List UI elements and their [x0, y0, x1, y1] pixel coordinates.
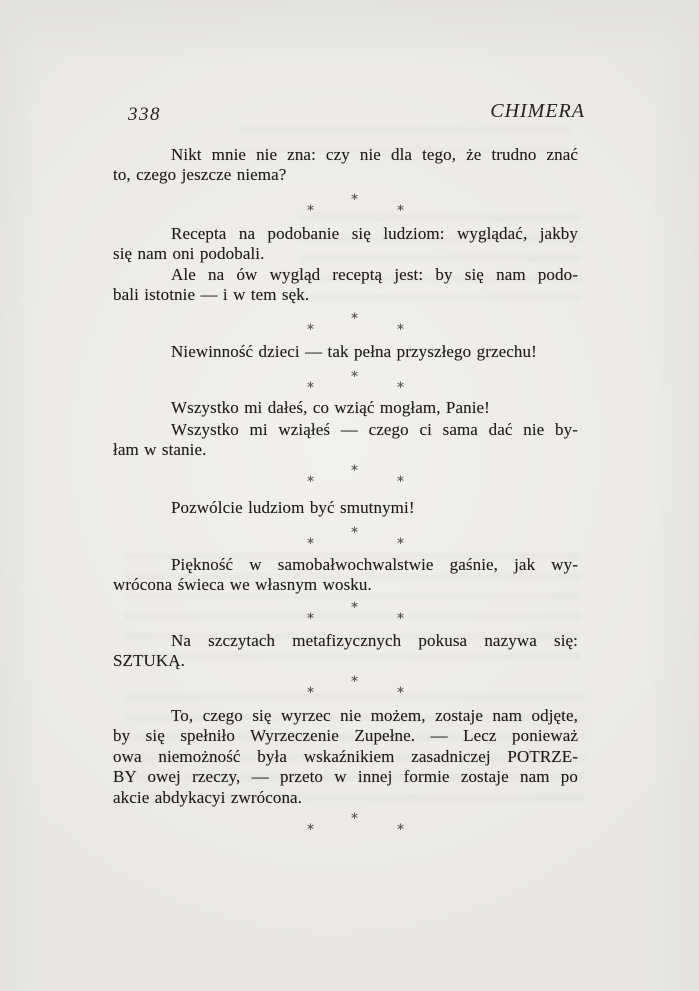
asterisk-icon: * [307, 536, 314, 552]
asterisk-icon: * [351, 192, 358, 208]
aphorism-paragraph [113, 498, 578, 518]
text-line: Nikt mnie nie zna: czy nie dla tego, że trudno znać [171, 145, 578, 164]
asterisk-icon: * [307, 611, 314, 627]
asterisk-icon: * [351, 674, 358, 690]
aphorism-paragraph [113, 555, 578, 596]
asterisk-icon: * [397, 685, 404, 701]
asterisk-icon: * [397, 822, 404, 838]
asterisk-icon: * [307, 474, 314, 490]
asterisk-icon: * [397, 474, 404, 490]
asterisk-icon: * [351, 600, 358, 616]
asterisk-icon: * [307, 322, 314, 338]
asterisk-icon: * [307, 380, 314, 396]
text-line: Wszystko mi dałeś, co wziąć mogłam, Panie! [171, 398, 490, 417]
aphorism-paragraph [113, 224, 578, 265]
asterisk-divider [306, 527, 410, 553]
text-line: łam w stanie. [113, 440, 207, 460]
text-line: Pozwólcie ludziom być smutnymi! [171, 498, 415, 517]
text-line: owa niemożność była wskaźnikiem zasadniczej POTRZE- [113, 746, 578, 766]
asterisk-icon: * [397, 611, 404, 627]
text-line: Niewinność dzieci — tak pełna przyszłego grzechu! [171, 342, 537, 361]
text-line: BY owej rzeczy, — przeto w innej formie zostaje nam po [113, 767, 578, 787]
running-title: CHIMERA [490, 100, 585, 122]
asterisk-icon: * [397, 536, 404, 552]
asterisk-icon: * [351, 811, 358, 827]
text-line: Na szczytach metafizycznych pokusa nazywa się: [171, 631, 578, 650]
text-line: Piękność w samobałwochwalstwie gaśnie, jak wy- [171, 555, 578, 574]
text-line: SZTUKĄ. [113, 651, 186, 671]
aphorism-paragraph [113, 265, 578, 306]
aphorism-paragraph [113, 342, 578, 362]
text-line: wrócona świeca we własnym wosku. [113, 575, 372, 595]
asterisk-divider [306, 371, 410, 397]
text-line: Wszystko mi wziąłeś — czego ci sama dać nie by- [171, 420, 578, 439]
text-line: Recepta na podobanie się ludziom: wyglądać, jakby [171, 224, 578, 243]
asterisk-icon: * [351, 525, 358, 541]
asterisk-icon: * [307, 685, 314, 701]
aphorism-paragraph [113, 145, 578, 186]
asterisk-icon: * [307, 203, 314, 219]
asterisk-divider [306, 813, 410, 839]
asterisk-divider [306, 602, 410, 628]
text-line: Ale na ów wygląd receptą jest: by się nam podo- [171, 265, 578, 284]
aphorism-paragraph [113, 420, 578, 461]
aphorism-paragraph [113, 398, 578, 418]
asterisk-icon: * [397, 322, 404, 338]
aphorism-paragraph [113, 631, 578, 672]
asterisk-divider [306, 676, 410, 702]
text-line: by się spełniło Wyrzeczenie Zupełne. — Lecz ponieważ [113, 726, 578, 746]
text-line: to, czego jeszcze niema? [113, 165, 287, 185]
text-line: się nam oni podobali. [113, 244, 265, 264]
page-number: 338 [128, 104, 161, 125]
asterisk-icon: * [351, 369, 358, 385]
aphorism-paragraph [113, 706, 578, 808]
asterisk-icon: * [351, 311, 358, 327]
text-line: bali istotnie — i w tem sęk. [113, 285, 310, 305]
text-line: To, czego się wyrzec nie możem, zostaje nam odjęte, [171, 706, 578, 725]
asterisk-divider [306, 313, 410, 339]
asterisk-divider [306, 465, 410, 491]
asterisk-divider [306, 194, 410, 220]
asterisk-icon: * [397, 203, 404, 219]
asterisk-icon: * [307, 822, 314, 838]
asterisk-icon: * [397, 380, 404, 396]
asterisk-icon: * [351, 463, 358, 479]
text-line: akcie abdykacyi zwrócona. [113, 787, 303, 807]
